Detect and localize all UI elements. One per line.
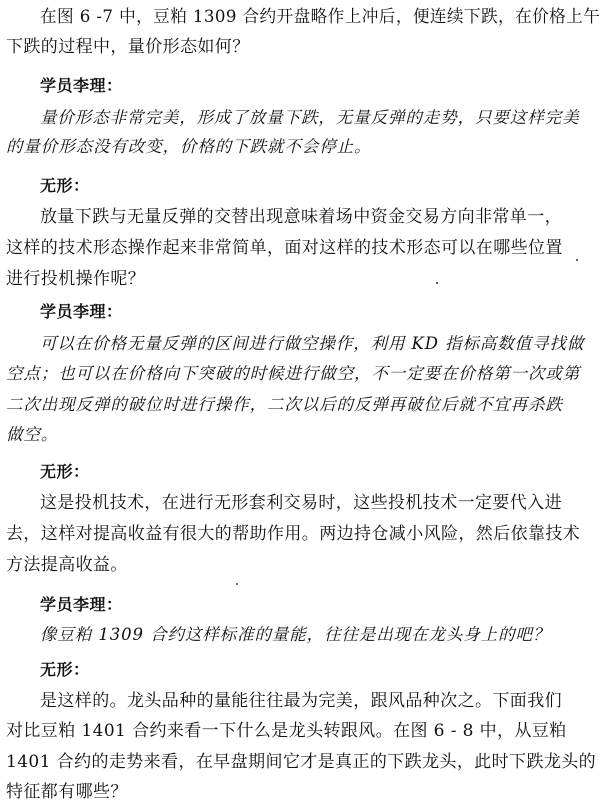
text-line: 下跌的过程中，量价形态如何？ [6, 37, 250, 57]
text-line: 的量价形态没有改变，价格的下跌就不会停止。 [6, 137, 372, 156]
scan-speck [236, 583, 238, 585]
text-line: 去，这样对提高收益有很大的帮助作用。两边持仓减小风险，然后依靠技术 [6, 524, 581, 544]
text-line: 是这样的。龙头品种的量能往往最为完美，跟风品种次之。下面我们 [40, 691, 562, 711]
text-line: 对比豆粕 1401 合约来看一下什么是龙头转跟风。在图 6 - 8 中，从豆粕 [6, 721, 567, 741]
speaker-label: 无形： [40, 660, 90, 679]
text-line: 在图 6 -7 中，豆粕 1309 合约开盘略作上冲后，便连续下跌，在价格上午 [40, 7, 601, 27]
text-line: 做空。 [6, 425, 59, 444]
text-line: 二次出现反弹的破位时进行操作，二次以后的反弹再破位后就不宜再杀跌 [6, 395, 563, 414]
text-line: 放量下跌与无量反弹的交替出现意味着场中资金交易方向非常单一， [40, 207, 562, 227]
text-line: 量价形态非常完美，形成了放量下跌，无量反弹的走势，只要这样完美 [40, 108, 580, 127]
text-line: 进行投机操作呢？ [6, 269, 146, 289]
text-line: 空点；也可以在价格向下突破的时候进行做空，不一定要在价格第一次或第 [6, 364, 581, 383]
speaker-label: 学员李理： [40, 595, 123, 614]
speaker-label: 学员李理： [40, 76, 123, 95]
text-line: 方法提高收益。 [6, 555, 128, 575]
text-line: 1401 合约的走势来看，在早盘期间它才是真正的下跌龙头，此时下跌龙头的 [6, 752, 597, 772]
scan-speck [436, 282, 438, 284]
speaker-label: 无形： [40, 176, 90, 195]
speaker-label: 学员李理： [40, 302, 123, 321]
text-line: 像豆粕 1309 合约这样标准的量能，往往是出现在龙头身上的吧？ [40, 625, 551, 644]
text-line: 可以在价格无量反弹的区间进行做空操作，利用 KD 指标高数值寻找做 [40, 334, 585, 353]
speaker-label: 无形： [40, 462, 90, 481]
text-line: 这是投机技术，在进行无形套利交易时，这些投机技术一定要代入进 [40, 493, 562, 513]
text-line: 这样的技术形态操作起来非常简单，面对这样的技术形态可以在哪些位置 [6, 238, 563, 258]
scan-speck [576, 259, 578, 261]
text-line: 特征都有哪些？ [6, 782, 128, 802]
